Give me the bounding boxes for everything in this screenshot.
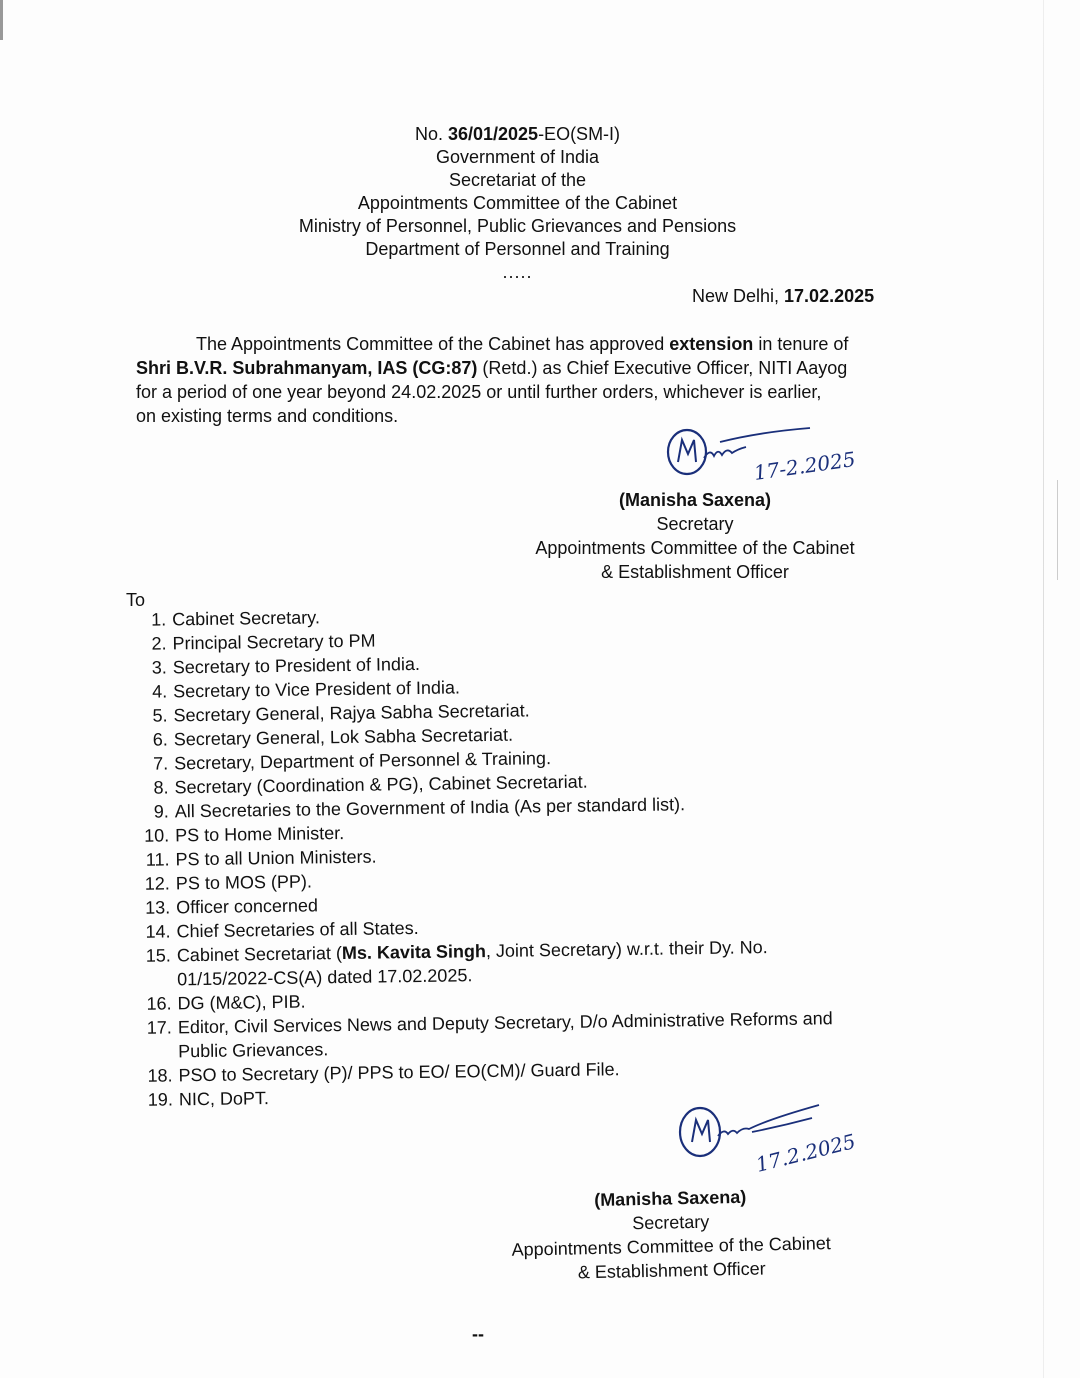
signature-2-date: 17.2.2025 [753, 1128, 858, 1177]
letterhead [0, 123, 1035, 284]
scan-fold-line [1043, 0, 1044, 1378]
header-separator: ..... [502, 262, 533, 282]
distribution-item: 10. PS to Home Minister. [144, 823, 345, 846]
distribution-list [128, 597, 895, 1112]
signature-1-handwritten [660, 418, 890, 488]
distribution-item: 13. Officer concerned [145, 895, 319, 918]
header-line-government: Government of India [435, 147, 600, 167]
signature-1-block [525, 488, 865, 584]
scan-edge-left [0, 0, 3, 40]
distribution-item: 17. Editor, Civil Services News and Deputy Secretary, D/o Administrative Reforms and [146, 1008, 833, 1038]
signatory-2-name: (Manisha Saxena) [593, 1186, 747, 1211]
distribution-item: 16. DG (M&C), PIB. [146, 991, 306, 1014]
signature-1-date: 17-2.2025 [752, 446, 857, 485]
signatory-1-office-2: & Establishment Officer [601, 562, 789, 582]
distribution-item-continuation: Public Grievances. [178, 1039, 329, 1062]
distribution-item: 5. Secretary General, Rajya Sabha Secretariat. [152, 700, 530, 726]
distribution-item: 4. Secretary to Vice President of India. [152, 677, 461, 702]
distribution-item-cabinet-secretariat: 15. Cabinet Secretariat (Ms. Kavita Singh, Joint Secretary) w.r.t. their Dy. No. [145, 937, 768, 966]
signature-1-initial [678, 440, 696, 462]
header-line-secretariat: Secretariat of the [448, 170, 587, 190]
body-line-3: for a period of one year beyond 24.02.2025 or until further orders, whichever is earlier, [136, 382, 822, 402]
to-label: To [126, 590, 146, 610]
header-line-department: Department of Personnel and Training [365, 239, 670, 259]
signature-1-scribble [704, 447, 746, 458]
signature-2-circle [680, 1108, 720, 1156]
distribution-item: 11. PS to all Union Ministers. [145, 846, 377, 870]
body-line-2: Shri B.V.R. Subrahmanyam, IAS (CG:87) (Retd.) as Chief Executive Officer, NITI Aayog [136, 358, 848, 378]
signatory-1-office: Appointments Committee of the Cabinet [535, 538, 855, 558]
distribution-item: 8. Secretary (Coordination & PG), Cabinet Secretariat. [153, 771, 588, 798]
signatory-2-office-2: & Establishment Officer [577, 1258, 766, 1283]
signature-2-underline [752, 1118, 812, 1132]
distribution-item: 12. PS to MOS (PP). [144, 871, 313, 894]
order-number: No. 36/01/2025-EO(SM-I) [414, 124, 621, 144]
body-line-4: on existing terms and conditions. [136, 406, 399, 426]
signature-2-initial [692, 1120, 710, 1142]
distribution-item: 9. All Secretaries to the Government of India (As per standard list). [153, 794, 686, 822]
signatory-2-designation: Secretary [632, 1211, 710, 1234]
distribution-item: 6. Secretary General, Lok Sabha Secretariat. [152, 724, 514, 750]
distribution-item: 14. Chief Secretaries of all States. [145, 917, 419, 942]
signatory-1-designation: Secretary [656, 514, 734, 534]
signatory-2-office: Appointments Committee of the Cabinet [511, 1233, 831, 1260]
signatory-1-name: (Manisha Saxena) [618, 490, 772, 510]
distribution-item: 3. Secretary to President of India. [151, 653, 421, 678]
header-line-ministry: Ministry of Personnel, Public Grievances and Pensions [298, 216, 737, 236]
distribution-item-continuation: 01/15/2022-CS(A) dated 17.02.2025. [177, 965, 473, 990]
distribution-item: 1. Cabinet Secretary. [151, 607, 321, 630]
signature-1-underline [720, 428, 810, 442]
place-and-date: New Delhi, 17.02.2025 [692, 286, 875, 306]
distribution-item: 7. Secretary, Department of Personnel & Training. [153, 748, 552, 774]
order-body [136, 332, 882, 428]
scan-fold-mark [1057, 480, 1058, 580]
signature-2-block [500, 1183, 842, 1286]
footer-mark: -- [472, 1324, 484, 1344]
distribution-item: 19. NIC, DoPT. [147, 1088, 270, 1110]
signature-2-handwritten [672, 1092, 922, 1182]
distribution-item: 2. Principal Secretary to PM [151, 630, 376, 654]
header-line-committee: Appointments Committee of the Cabinet [357, 193, 678, 213]
distribution-item: 18. PSO to Secretary (P)/ PPS to EO/ EO(CM)/ Guard File. [147, 1059, 620, 1086]
body-line-1: The Appointments Committee of the Cabinet has approved extension in tenure of [196, 334, 849, 354]
